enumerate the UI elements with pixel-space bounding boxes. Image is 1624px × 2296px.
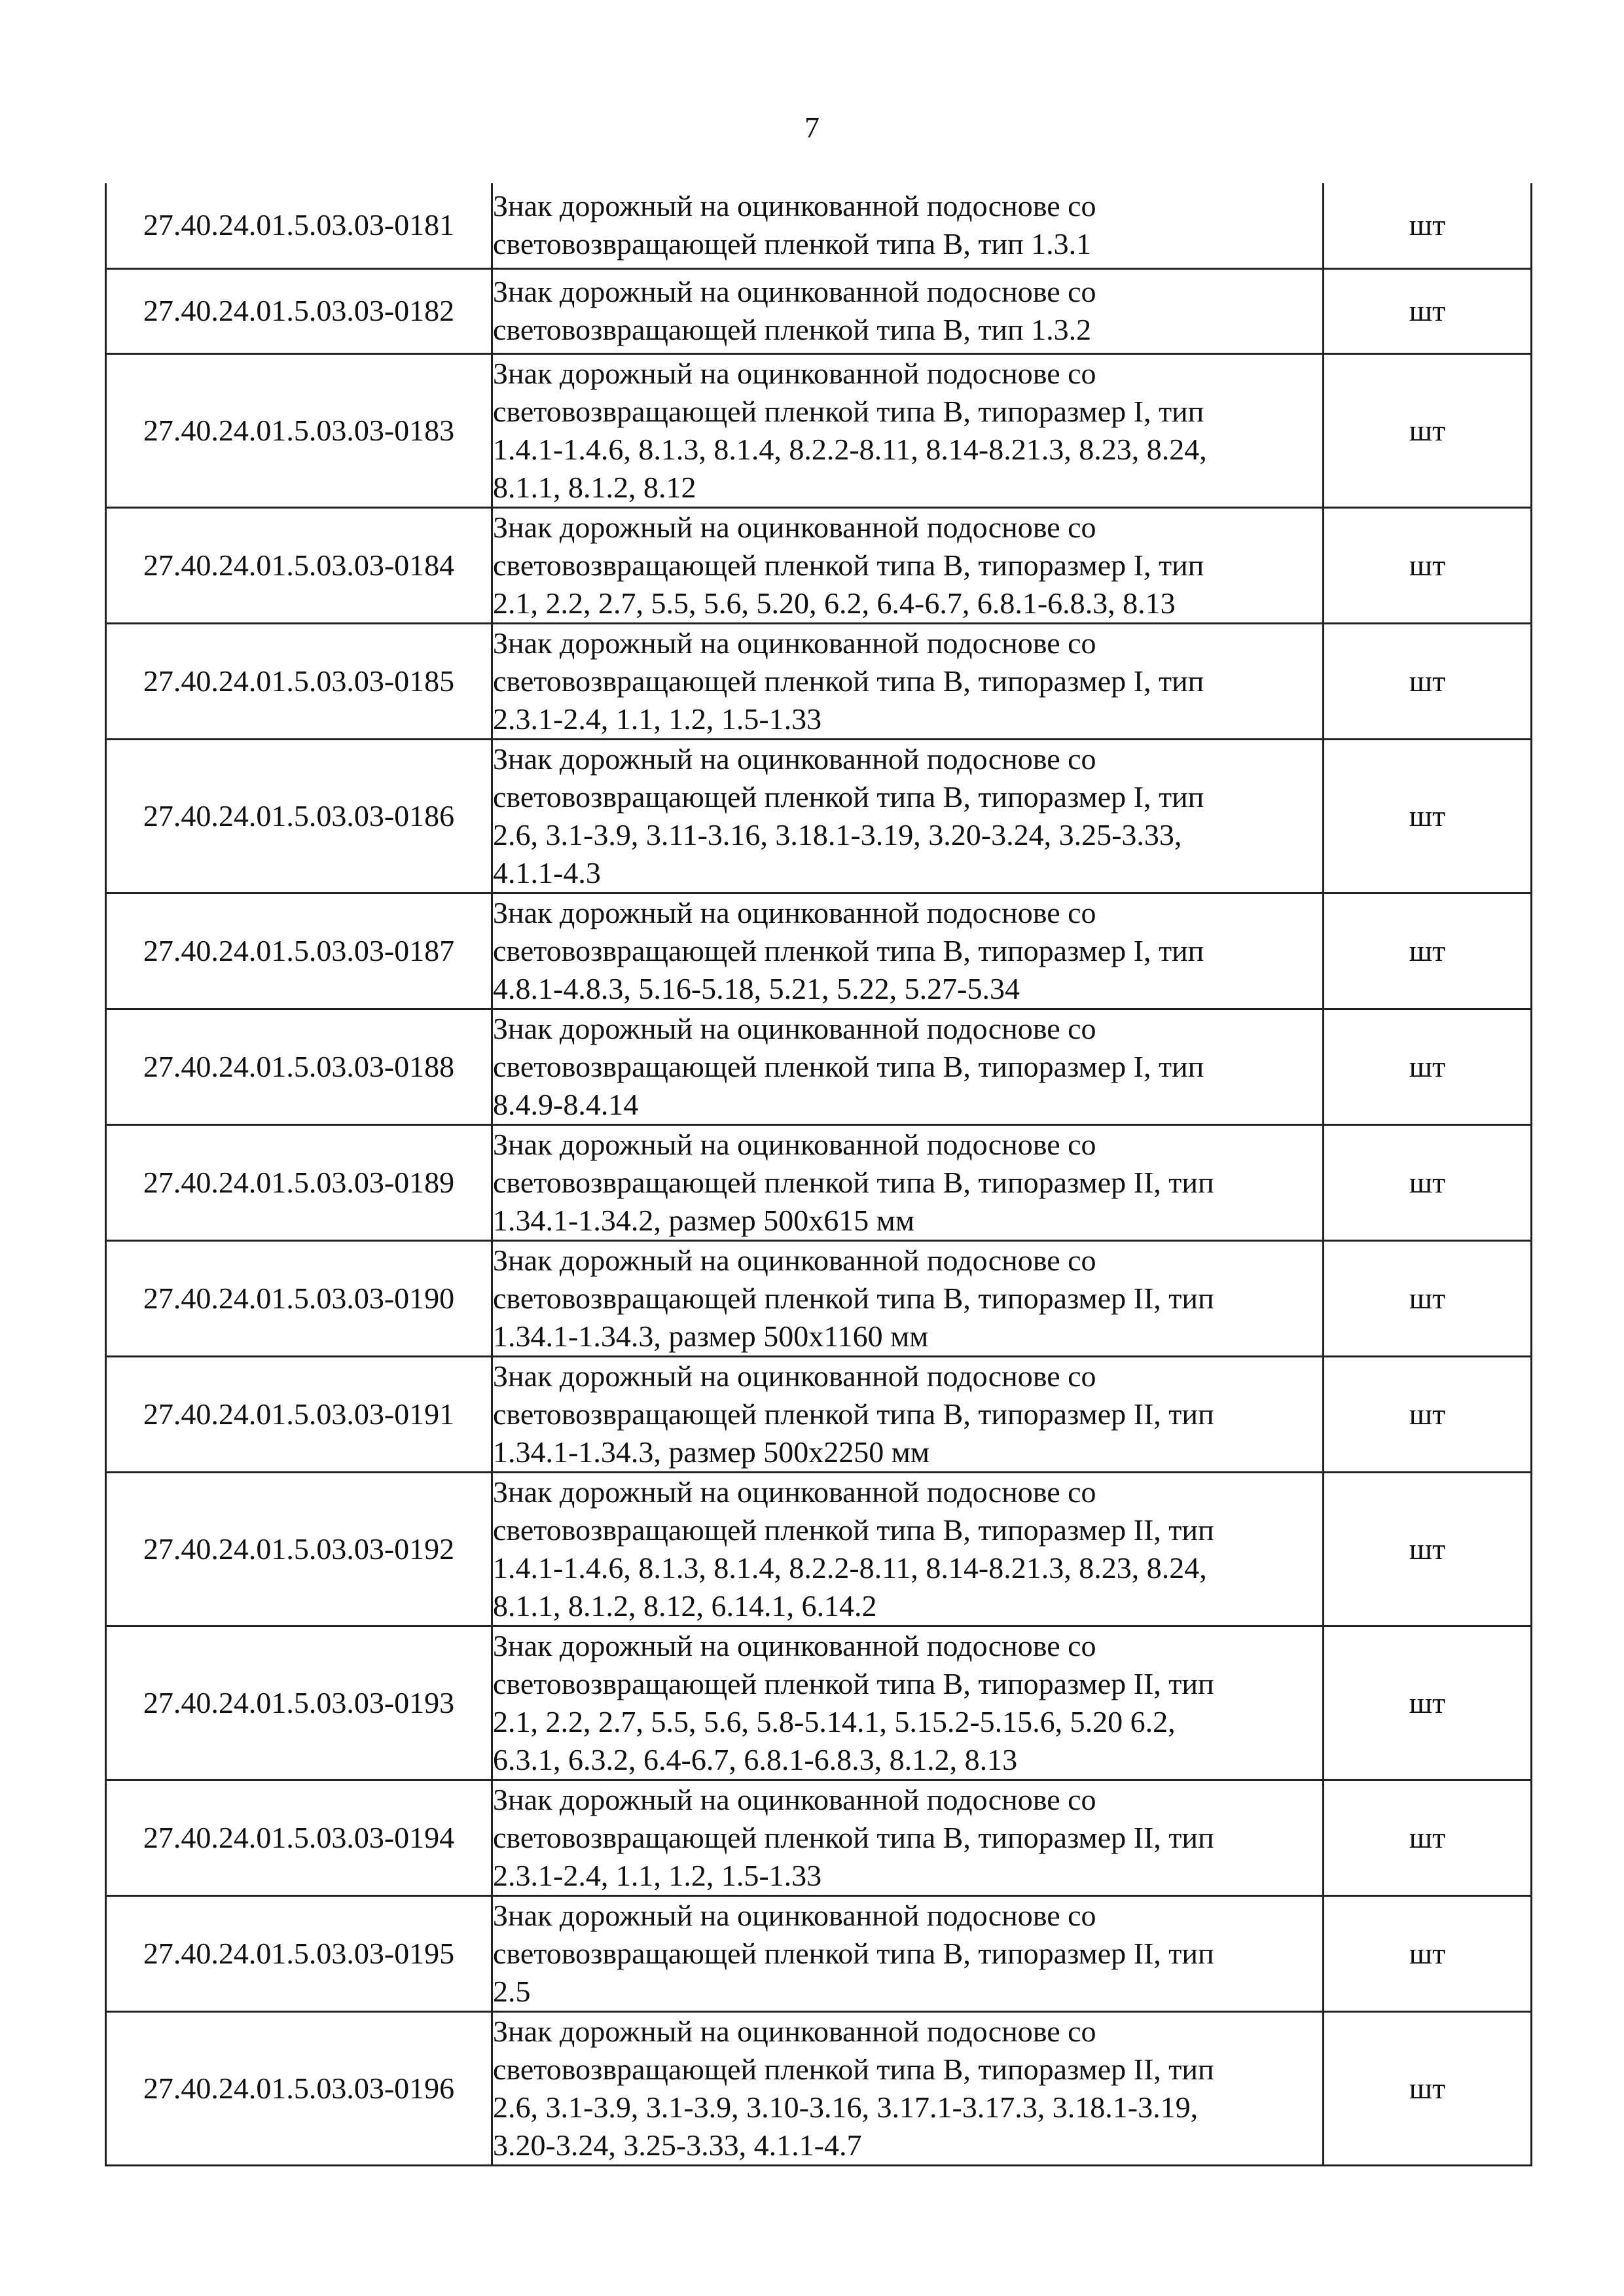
item-unit: шт <box>1324 739 1532 893</box>
description-line: Знак дорожный на оцинкованной подоснове со <box>493 356 1096 390</box>
table-row <box>106 623 1532 739</box>
description-line: световозвращающей пленкой типа В, типоразмер I, тип <box>493 933 1204 967</box>
item-code: 27.40.24.01.5.03.03-0185 <box>106 623 492 739</box>
item-description <box>492 1240 1324 1356</box>
table-row <box>106 739 1532 893</box>
item-code: 27.40.24.01.5.03.03-0191 <box>106 1356 492 1472</box>
table-row <box>106 1124 1532 1240</box>
item-unit: шт <box>1324 2011 1532 2165</box>
item-unit: шт <box>1324 353 1532 507</box>
item-description <box>492 1626 1324 1780</box>
description-line: Знак дорожный на оцинкованной подоснове со <box>493 626 1096 660</box>
item-code: 27.40.24.01.5.03.03-0188 <box>106 1009 492 1124</box>
table-row <box>106 1356 1532 1472</box>
description-line: световозвращающей пленкой типа В, типоразмер II, тип <box>493 1165 1214 1199</box>
item-description <box>492 623 1324 739</box>
description-line: световозвращающей пленкой типа В, типоразмер II, тип <box>493 2052 1214 2086</box>
item-description <box>492 1895 1324 2011</box>
item-description <box>492 893 1324 1009</box>
description-line: 2.1, 2.2, 2.7, 5.5, 5.6, 5.8-5.14.1, 5.15.2-5.15.6, 5.20 6.2, <box>493 1704 1176 1738</box>
description-line: световозвращающей пленкой типа В, типоразмер II, тип <box>493 1666 1214 1700</box>
description-line: световозвращающей пленкой типа В, тип 1.3.2 <box>493 313 1092 346</box>
item-unit: шт <box>1324 1356 1532 1472</box>
item-description <box>492 2011 1324 2165</box>
description-line: 8.1.1, 8.1.2, 8.12, 6.14.1, 6.14.2 <box>493 1588 877 1623</box>
item-description <box>492 183 1324 268</box>
description-line: 2.6, 3.1-3.9, 3.1-3.9, 3.10-3.16, 3.17.1-3.17.3, 3.18.1-3.19, <box>493 2090 1199 2124</box>
description-line: 2.1, 2.2, 2.7, 5.5, 5.6, 5.20, 6.2, 6.4-6.7, 6.8.1-6.8.3, 8.13 <box>493 586 1176 620</box>
item-code: 27.40.24.01.5.03.03-0181 <box>106 183 492 268</box>
item-description <box>492 1124 1324 1240</box>
description-line: 1.34.1-1.34.3, размер 500х1160 мм <box>493 1319 929 1353</box>
description-line: световозвращающей пленкой типа В, типоразмер I, тип <box>493 1049 1204 1083</box>
table-row <box>106 1240 1532 1356</box>
description-line: Знак дорожный на оцинкованной подоснове со <box>493 1782 1096 1816</box>
table-row <box>106 507 1532 623</box>
description-line: 6.3.1, 6.3.2, 6.4-6.7, 6.8.1-6.8.3, 8.1.2, 8.13 <box>493 1742 1018 1776</box>
item-unit: шт <box>1324 1626 1532 1780</box>
item-unit: шт <box>1324 623 1532 739</box>
description-line: 2.6, 3.1-3.9, 3.11-3.16, 3.18.1-3.19, 3.20-3.24, 3.25-3.33, <box>493 817 1182 852</box>
item-unit: шт <box>1324 1780 1532 1895</box>
description-line: Знак дорожный на оцинкованной подоснове со <box>493 1011 1096 1045</box>
description-line: 1.4.1-1.4.6, 8.1.3, 8.1.4, 8.2.2-8.11, 8.14-8.21.3, 8.23, 8.24, <box>493 432 1207 466</box>
description-line: Знак дорожный на оцинкованной подоснове со <box>493 742 1096 776</box>
description-line: Знак дорожный на оцинкованной подоснове со <box>493 895 1096 929</box>
catalog-table-body <box>106 183 1532 2165</box>
description-line: 4.1.1-4.3 <box>493 855 601 889</box>
description-line: 2.5 <box>493 1974 531 2008</box>
item-unit: шт <box>1324 268 1532 353</box>
description-line: 8.1.1, 8.1.2, 8.12 <box>493 470 696 504</box>
item-code: 27.40.24.01.5.03.03-0186 <box>106 739 492 893</box>
item-code: 27.40.24.01.5.03.03-0189 <box>106 1124 492 1240</box>
item-description <box>492 1009 1324 1124</box>
description-line: Знак дорожный на оцинкованной подоснове со <box>493 1475 1096 1509</box>
table-row <box>106 1472 1532 1626</box>
table-row <box>106 893 1532 1009</box>
description-line: световозвращающей пленкой типа В, типоразмер I, тип <box>493 548 1204 582</box>
description-line: световозвращающей пленкой типа В, типоразмер II, тип <box>493 1936 1214 1970</box>
table-row <box>106 1626 1532 1780</box>
description-line: 1.34.1-1.34.3, размер 500х2250 мм <box>493 1435 929 1469</box>
item-code: 27.40.24.01.5.03.03-0184 <box>106 507 492 623</box>
description-line: Знак дорожный на оцинкованной подоснове со <box>493 1127 1096 1161</box>
description-line: Знак дорожный на оцинкованной подоснове со <box>493 1628 1096 1662</box>
description-line: световозвращающей пленкой типа В, типоразмер II, тип <box>493 1820 1214 1854</box>
item-description <box>492 1356 1324 1472</box>
item-code: 27.40.24.01.5.03.03-0187 <box>106 893 492 1009</box>
item-code: 27.40.24.01.5.03.03-0193 <box>106 1626 492 1780</box>
description-line: 1.4.1-1.4.6, 8.1.3, 8.1.4, 8.2.2-8.11, 8.14-8.21.3, 8.23, 8.24, <box>493 1551 1207 1585</box>
description-line: световозвращающей пленкой типа В, типоразмер I, тип <box>493 394 1204 428</box>
item-unit: шт <box>1324 183 1532 268</box>
item-unit: шт <box>1324 1009 1532 1124</box>
item-code: 27.40.24.01.5.03.03-0190 <box>106 1240 492 1356</box>
item-code: 27.40.24.01.5.03.03-0194 <box>106 1780 492 1895</box>
description-line: световозвращающей пленкой типа В, типоразмер I, тип <box>493 780 1204 814</box>
table-row <box>106 1780 1532 1895</box>
table-row <box>106 1895 1532 2011</box>
description-line: 1.34.1-1.34.2, размер 500х615 мм <box>493 1203 914 1237</box>
item-unit: шт <box>1324 893 1532 1009</box>
description-line: световозвращающей пленкой типа В, типоразмер I, тип <box>493 664 1204 698</box>
description-line: световозвращающей пленкой типа В, типоразмер II, тип <box>493 1513 1214 1547</box>
table-row <box>106 1009 1532 1124</box>
item-unit: шт <box>1324 1895 1532 2011</box>
table-row <box>106 183 1532 268</box>
description-line: Знак дорожный на оцинкованной подоснове со <box>493 1898 1096 1932</box>
item-code: 27.40.24.01.5.03.03-0195 <box>106 1895 492 2011</box>
description-line: 4.8.1-4.8.3, 5.16-5.18, 5.21, 5.22, 5.27-5.34 <box>493 971 1020 1005</box>
item-description <box>492 1472 1324 1626</box>
item-description <box>492 1780 1324 1895</box>
item-unit: шт <box>1324 1124 1532 1240</box>
item-code: 27.40.24.01.5.03.03-0192 <box>106 1472 492 1626</box>
item-description <box>492 268 1324 353</box>
description-line: Знак дорожный на оцинкованной подоснове со <box>493 1359 1096 1393</box>
page-number: 7 <box>804 111 820 144</box>
item-code: 27.40.24.01.5.03.03-0183 <box>106 353 492 507</box>
description-line: Знак дорожный на оцинкованной подоснове со <box>493 510 1096 544</box>
item-unit: шт <box>1324 507 1532 623</box>
catalog-table <box>105 183 1532 2166</box>
item-description <box>492 507 1324 623</box>
item-code: 27.40.24.01.5.03.03-0182 <box>106 268 492 353</box>
description-line: 2.3.1-2.4, 1.1, 1.2, 1.5-1.33 <box>493 1858 822 1892</box>
description-line: световозвращающей пленкой типа В, типоразмер II, тип <box>493 1397 1214 1431</box>
description-line: 3.20-3.24, 3.25-3.33, 4.1.1-4.7 <box>493 2128 862 2162</box>
item-unit: шт <box>1324 1472 1532 1626</box>
description-line: световозвращающей пленкой типа В, тип 1.3.1 <box>493 227 1092 261</box>
description-line: Знак дорожный на оцинкованной подоснове со <box>493 2014 1096 2048</box>
description-line: 2.3.1-2.4, 1.1, 1.2, 1.5-1.33 <box>493 702 822 736</box>
table-row <box>106 268 1532 353</box>
item-code: 27.40.24.01.5.03.03-0196 <box>106 2011 492 2165</box>
item-description <box>492 739 1324 893</box>
item-unit: шт <box>1324 1240 1532 1356</box>
description-line: световозвращающей пленкой типа В, типоразмер II, тип <box>493 1281 1214 1315</box>
description-line: 8.4.9-8.4.14 <box>493 1087 639 1121</box>
description-line: Знак дорожный на оцинкованной подоснове со <box>493 275 1096 308</box>
description-line: Знак дорожный на оцинкованной подоснове со <box>493 1243 1096 1277</box>
item-description <box>492 353 1324 507</box>
description-line: Знак дорожный на оцинкованной подоснове со <box>493 189 1096 223</box>
table-row <box>106 2011 1532 2165</box>
table-row <box>106 353 1532 507</box>
